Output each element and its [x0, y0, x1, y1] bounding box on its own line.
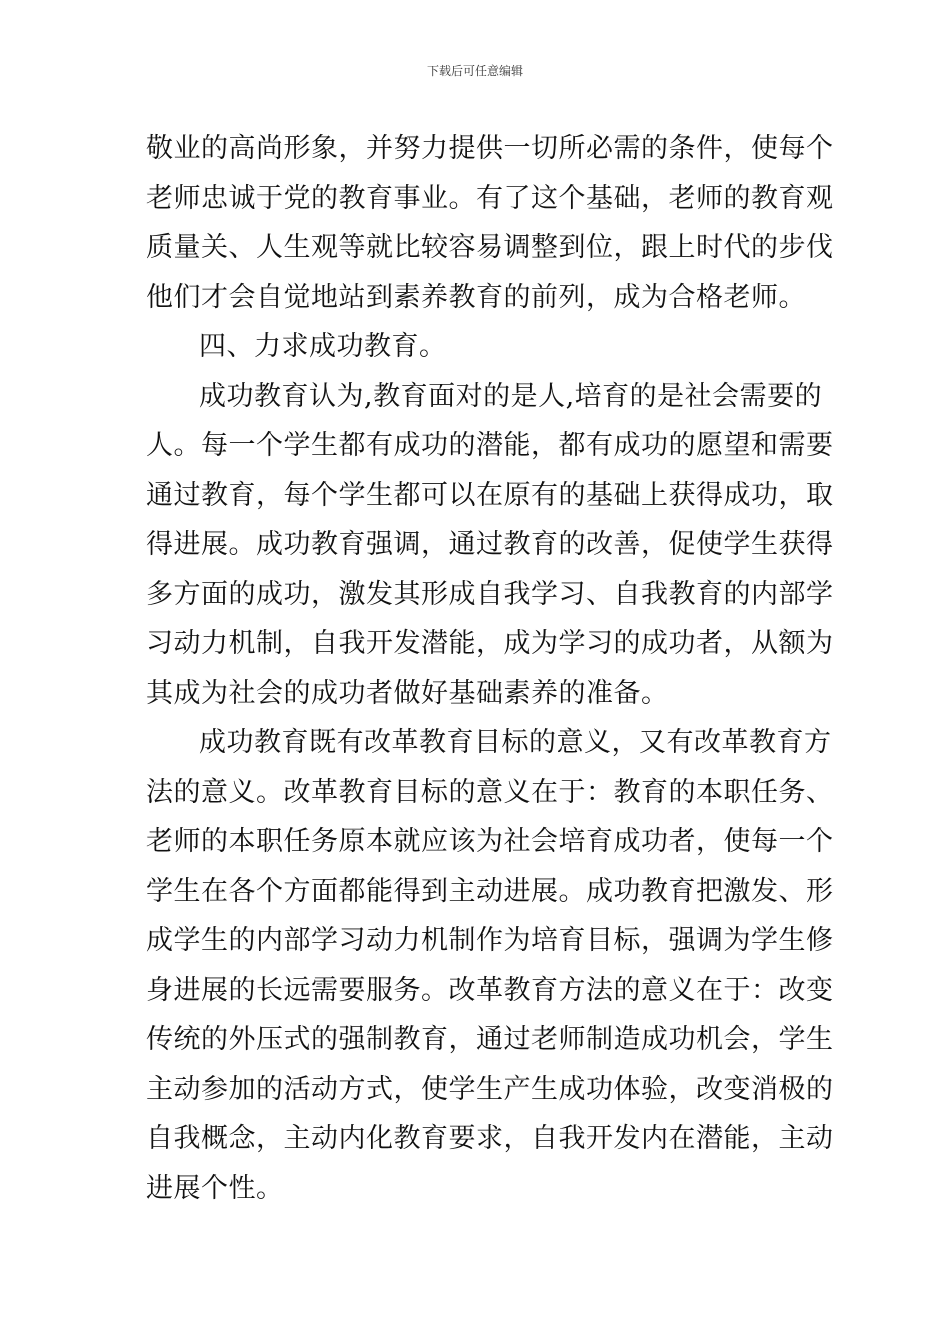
section-heading: 四、力求成功教育。 — [199, 331, 447, 362]
text-line: 成功教育认为,教育面对的是人,培育的是社会需要的 — [199, 380, 823, 412]
text-line: 人。每一个学生都有成功的潜能，都有成功的愿望和需要 — [146, 430, 834, 461]
text-line: 敬业的高尚形象，并努力提供一切所必需的条件，使每个 — [146, 133, 834, 164]
text-line: 通过教育，每个学生都可以在原有的基础上获得成功，取 — [146, 479, 834, 511]
text-line: 传统的外压式的强制教育，通过老师制造成功机会，学生 — [146, 1024, 834, 1055]
text-line: 进展个性。 — [146, 1172, 284, 1204]
text-line: 其成为社会的成功者做好基础素养的准备。 — [146, 677, 669, 709]
text-line: 多方面的成功，激发其形成自我学习、自我教育的内部学 — [146, 578, 834, 610]
text-line: 成功教育既有改革教育目标的意义，又有改革教育方 — [199, 727, 832, 758]
text-line: 他们才会自觉地站到素养教育的前列，成为合格老师。 — [146, 281, 806, 313]
page-header: 下载后可任意编辑 — [426, 64, 523, 78]
text-line: 习动力机制，自我开发潜能，成为学习的成功者，从额为 — [146, 628, 834, 659]
text-line: 身进展的长远需要服务。改革教育方法的意义在于：改变 — [146, 974, 834, 1006]
text-line: 自我概念，主动内化教育要求，自我开发内在潜能，主动 — [146, 1123, 834, 1154]
text-line: 质量关、人生观等就比较容易调整到位，跟上时代的步伐 — [146, 232, 834, 263]
document-body — [146, 124, 834, 1213]
text-line: 主动参加的活动方式，使学生产生成功体验，改变消极的 — [146, 1073, 834, 1105]
text-line: 得进展。成功教育强调，通过教育的改善，促使学生获得 — [146, 529, 834, 560]
text-line: 老师忠诚于党的教育事业。有了这个基础，老师的教育观 — [146, 182, 834, 214]
text-line: 学生在各个方面都能得到主动进展。成功教育把激发、形 — [146, 875, 834, 907]
text-line: 老师的本职任务原本就应该为社会培育成功者，使每一个 — [146, 826, 834, 857]
text-line: 法的意义。改革教育目标的意义在于：教育的本职任务、 — [146, 776, 834, 808]
text-line: 成学生的内部学习动力机制作为培育目标，强调为学生修 — [146, 925, 834, 956]
